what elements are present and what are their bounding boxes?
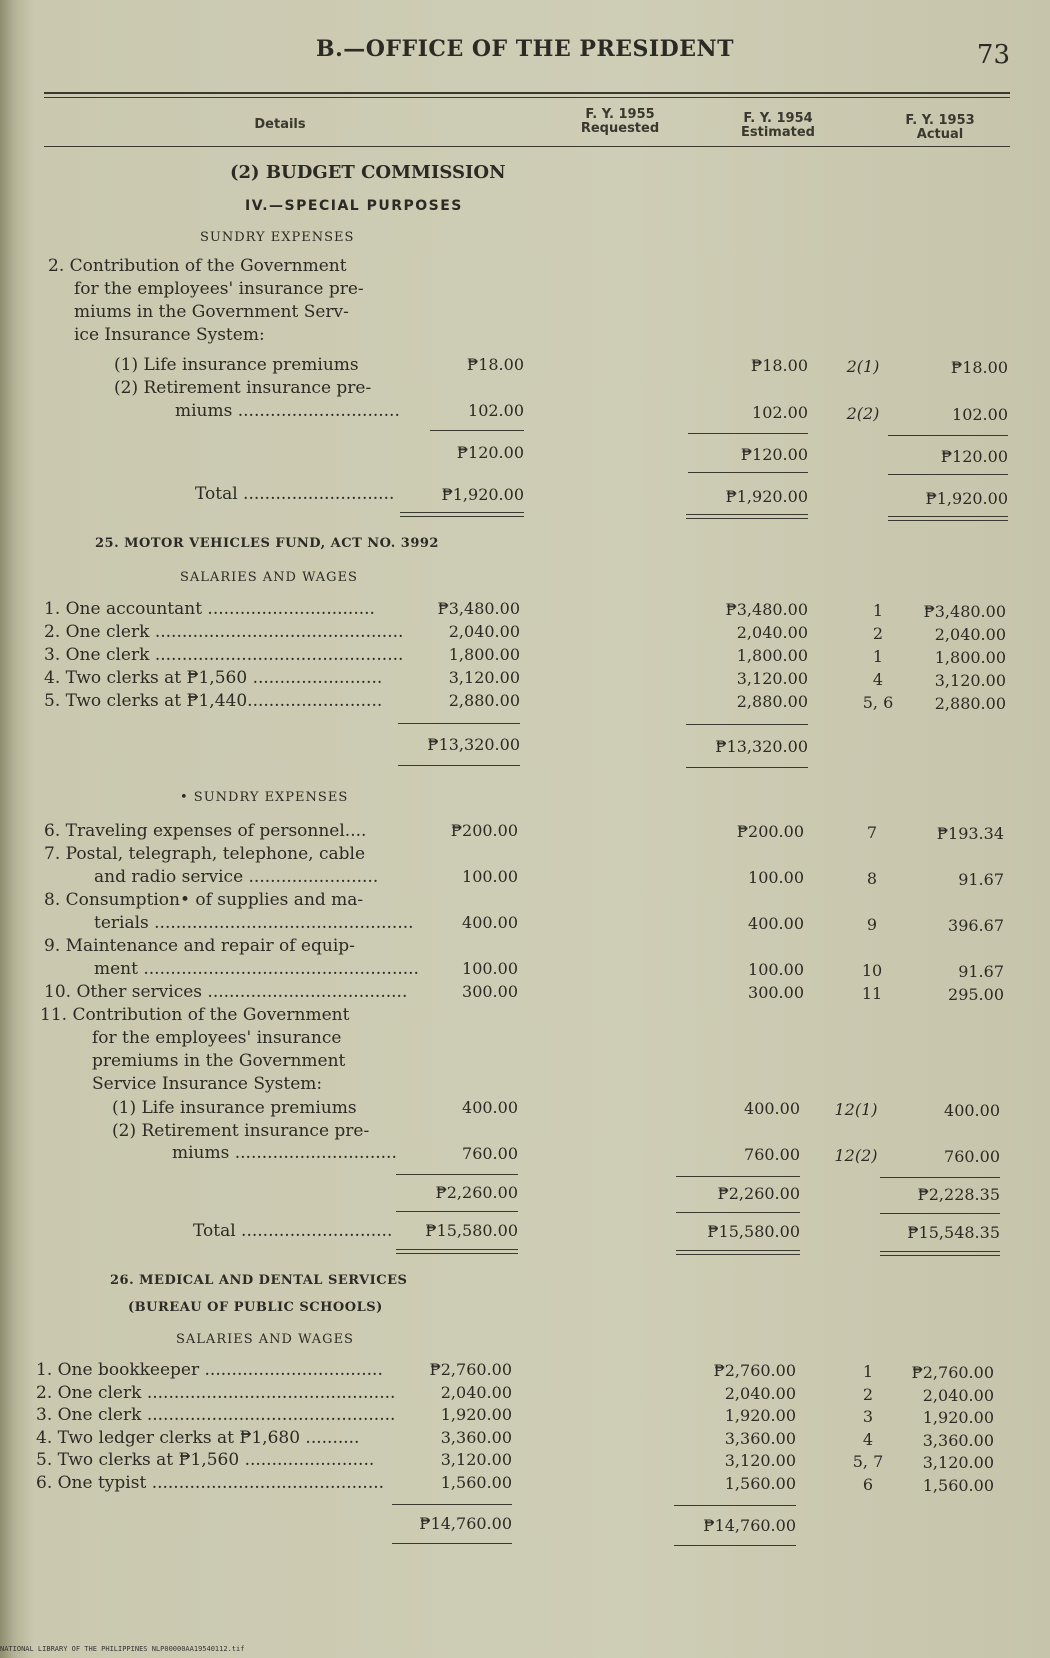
amount-estimated: 400.00 (744, 1099, 800, 1118)
total-double-rule (686, 514, 808, 519)
amount-estimated: ₱3,480.00 (725, 600, 808, 619)
line-item-text: Service Insurance System: (92, 1074, 323, 1094)
subtotal-rule (398, 765, 520, 766)
reference-number: 2 (872, 624, 884, 643)
amount-estimated: ₱18.00 (750, 356, 808, 375)
amount-actual: 760.00 (944, 1147, 1000, 1166)
reference-number: 3 (862, 1407, 874, 1426)
section-title: 26. MEDICAL AND DENTAL SERVICES (110, 1273, 408, 1288)
amount-estimated: 3,120.00 (724, 1451, 796, 1470)
line-item-label: 6. One typist ........................................... (36, 1472, 385, 1493)
amount-actual: ₱193.34 (936, 824, 1004, 843)
line-item-text: and radio service ........................ (94, 867, 379, 887)
reference-number: 10 (861, 961, 883, 980)
section-title: 25. MOTOR VEHICLES FUND, ACT NO. 3992 (95, 536, 439, 551)
total-estimated: ₱15,580.00 (707, 1222, 800, 1241)
amount-requested: ₱3,480.00 (437, 599, 520, 618)
reference-number: 9 (866, 915, 878, 934)
subtotal-rule (888, 435, 1008, 436)
line-item-label: 4. Two ledger clerks at ₱1,680 .......... (36, 1427, 360, 1448)
amount-actual: 91.67 (958, 962, 1004, 981)
amount-requested: ₱2,760.00 (429, 1360, 512, 1379)
amount-estimated: 3,120.00 (736, 669, 808, 688)
subheading: SUNDRY EXPENSES (200, 230, 355, 245)
line-item-text: terials ................................................ (94, 913, 414, 933)
amount-estimated: 760.00 (744, 1145, 800, 1164)
section-subtitle: (BUREAU OF PUBLIC SCHOOLS) (128, 1300, 383, 1315)
amount-actual: 2,040.00 (922, 1385, 994, 1405)
column-header-details: Details (254, 117, 306, 132)
amount-estimated: ₱200.00 (736, 822, 804, 841)
line-item-text: ment ................................................... (94, 959, 419, 979)
subtotal-rule (674, 1505, 796, 1506)
line-item-text: premiums in the Government (92, 1051, 346, 1071)
amount-estimated: 300.00 (748, 983, 804, 1002)
total-actual: ₱15,548.35 (907, 1223, 1000, 1242)
total-double-rule (676, 1250, 800, 1255)
amount-actual: 3,120.00 (922, 1453, 994, 1472)
reference-number: 1 (872, 647, 884, 666)
line-item-text: ice Insurance System: (74, 325, 265, 345)
subtotal-rule (880, 1177, 1000, 1178)
subtotal-rule (398, 723, 520, 724)
amount-actual: 91.67 (958, 870, 1004, 889)
amount-actual: 3,360.00 (922, 1430, 994, 1450)
reference-number: 1 (862, 1362, 874, 1381)
reference-number: 4 (872, 670, 884, 689)
line-item-label: 2. One clerk .............................................. (44, 622, 404, 642)
total-double-rule (888, 516, 1008, 521)
subtotal-requested: ₱13,320.00 (427, 735, 520, 754)
subtotal-estimated: ₱120.00 (740, 445, 808, 464)
subtotal-estimated: ₱2,260.00 (717, 1184, 800, 1203)
subtotal-actual: ₱2,228.35 (917, 1185, 1000, 1204)
amount-estimated: 2,880.00 (736, 692, 808, 711)
amount-actual: 3,120.00 (934, 671, 1006, 690)
amount-estimated: 1,920.00 (724, 1406, 796, 1425)
total-label: Total ............................ (193, 1221, 393, 1241)
amount-requested: 102.00 (468, 401, 524, 420)
line-item-text: 6. Traveling expenses of personnel.... (44, 821, 367, 841)
subtotal-rule (676, 1176, 800, 1177)
reference-number: 4 (862, 1429, 874, 1449)
total-requested: ₱15,580.00 (425, 1221, 518, 1240)
amount-requested: 2,880.00 (448, 691, 520, 710)
column-header-fy1954: F. Y. 1954 Estimated (741, 111, 815, 140)
amount-requested: ₱18.00 (466, 355, 524, 374)
line-item-text: (2) Retirement insurance pre- (112, 1121, 370, 1141)
amount-requested: 3,120.00 (440, 1450, 512, 1469)
subtotal-rule (888, 474, 1008, 475)
amount-actual: ₱3,480.00 (923, 602, 1006, 621)
line-item-label: 3. One clerk .............................................. (44, 645, 404, 665)
amount-estimated: 2,040.00 (736, 623, 808, 642)
line-item-text: 11. Contribution of the Government (40, 1005, 350, 1025)
line-item-label: 5. Two clerks at ₱1,560 ........................ (36, 1450, 375, 1470)
amount-actual: ₱2,760.00 (911, 1363, 994, 1382)
reference-number: 8 (866, 869, 878, 888)
amount-actual: ₱18.00 (950, 358, 1008, 377)
line-item-text: for the employees' insurance pre- (74, 279, 364, 299)
reference-number: 11 (861, 984, 883, 1003)
subtotal-rule (430, 430, 524, 431)
line-item-label: 2. One clerk .............................................. (36, 1382, 396, 1403)
subtotal-rule (396, 1174, 518, 1175)
line-item-text: (2) Retirement insurance pre- (114, 378, 372, 398)
line-item-label: 5. Two clerks at ₱1,440......................... (44, 691, 383, 711)
line-item-label: miums .............................. (172, 1143, 397, 1163)
line-item-text: 10. Other services ..................................... (44, 982, 408, 1002)
amount-requested: 3,360.00 (440, 1427, 512, 1447)
page-title: B.—OFFICE OF THE PRESIDENT (315, 36, 734, 62)
section-title: (2) BUDGET COMMISSION (230, 162, 506, 183)
subtotal-rule (686, 724, 808, 725)
amount-actual: 102.00 (952, 405, 1008, 424)
subheading: SALARIES AND WAGES (180, 570, 358, 585)
amount-requested: 100.00 (462, 867, 518, 886)
subtotal-rule (392, 1543, 512, 1544)
amount-requested: 1,920.00 (440, 1405, 512, 1424)
line-item-label: 4. Two clerks at ₱1,560 ........................ (44, 668, 383, 688)
subtotal-rule (396, 1211, 518, 1212)
amount-estimated: 1,560.00 (724, 1473, 796, 1493)
amount-requested: 1,560.00 (440, 1472, 512, 1492)
amount-estimated: ₱2,760.00 (713, 1361, 796, 1380)
reference-number: 5, 6 (862, 693, 894, 712)
amount-estimated: 1,800.00 (736, 646, 808, 665)
amount-estimated: 100.00 (748, 960, 804, 979)
amount-actual: 396.67 (948, 916, 1004, 935)
line-item-label: 1. One accountant ............................... (44, 599, 375, 619)
total-double-rule (400, 512, 524, 517)
amount-requested: 100.00 (462, 959, 518, 978)
amount-estimated: 3,360.00 (724, 1428, 796, 1448)
reference-number: 7 (866, 823, 878, 842)
total-actual: ₱1,920.00 (925, 489, 1008, 508)
total-double-rule (396, 1249, 518, 1254)
amount-actual: 400.00 (944, 1101, 1000, 1120)
line-item-label: (1) Life insurance premiums (114, 355, 359, 375)
total-requested: ₱1,920.00 (441, 485, 524, 504)
subtotal-estimated: ₱14,760.00 (703, 1516, 796, 1535)
subtotal-rule (392, 1504, 512, 1505)
subtotal-rule (676, 1212, 800, 1213)
column-header-fy1953: F. Y. 1953 Actual (905, 113, 975, 142)
amount-requested: 3,120.00 (448, 668, 520, 687)
line-item-label: 3. One clerk .............................................. (36, 1405, 396, 1425)
subtotal-requested: ₱14,760.00 (419, 1514, 512, 1533)
amount-requested: 400.00 (462, 913, 518, 932)
amount-requested: 300.00 (462, 982, 518, 1001)
line-item-text: 2. Contribution of the Government (48, 256, 347, 276)
header-rule-bottom (44, 146, 1010, 147)
reference-number: 2 (862, 1384, 874, 1404)
subsection-title: IV.—SPECIAL PURPOSES (245, 198, 463, 214)
amount-actual: 1,560.00 (922, 1475, 994, 1495)
amount-actual: 2,880.00 (934, 694, 1006, 713)
amount-estimated: 102.00 (752, 403, 808, 422)
footer-caption: NATIONAL LIBRARY OF THE PHILIPPINES NLP00000AA19540112.tif (0, 1645, 245, 1653)
reference-number: 12(2) (834, 1146, 878, 1165)
subtotal-rule (880, 1213, 1000, 1214)
amount-requested: ₱200.00 (450, 821, 518, 840)
line-item-text: 8. Consumption• of supplies and ma- (44, 890, 364, 910)
amount-actual: 1,800.00 (934, 648, 1006, 667)
amount-estimated: 100.00 (748, 868, 804, 887)
subtotal-requested: ₱2,260.00 (435, 1183, 518, 1202)
reference-number: 5, 7 (852, 1452, 884, 1471)
subtotal-rule (688, 472, 808, 473)
total-estimated: ₱1,920.00 (725, 487, 808, 506)
reference-number: 6 (862, 1474, 874, 1494)
total-double-rule (880, 1251, 1000, 1256)
subtotal-rule (686, 767, 808, 768)
subheading: • SUNDRY EXPENSES (180, 790, 349, 805)
line-item-text: for the employees' insurance (92, 1028, 342, 1048)
subtotal-rule (688, 433, 808, 434)
line-item-text: 9. Maintenance and repair of equip- (44, 936, 355, 956)
amount-requested: 2,040.00 (448, 622, 520, 641)
header-rule-top (44, 92, 1010, 94)
amount-requested: 760.00 (462, 1144, 518, 1163)
amount-estimated: 400.00 (748, 914, 804, 933)
subtotal-estimated: ₱13,320.00 (715, 737, 808, 756)
amount-estimated: 2,040.00 (724, 1383, 796, 1403)
reference-number: 12(1) (834, 1100, 878, 1119)
subtotal-rule (674, 1545, 796, 1546)
amount-requested: 2,040.00 (440, 1382, 512, 1402)
subtotal-actual: ₱120.00 (940, 447, 1008, 466)
line-item-text: 7. Postal, telegraph, telephone, cable (44, 844, 366, 864)
reference-number: 1 (872, 601, 884, 620)
amount-requested: 400.00 (462, 1098, 518, 1117)
line-item-label: 1. One bookkeeper ................................. (36, 1360, 383, 1380)
page-number: 73 (976, 40, 1010, 70)
amount-actual: 295.00 (948, 985, 1004, 1004)
reference-number: 2(2) (846, 404, 880, 423)
amount-requested: 1,800.00 (448, 645, 520, 664)
total-label: Total ............................ (195, 484, 395, 504)
amount-actual: 1,920.00 (922, 1408, 994, 1427)
amount-actual: 2,040.00 (934, 625, 1006, 644)
line-item-label: (1) Life insurance premiums (112, 1098, 357, 1118)
line-item-label: miums .............................. (175, 401, 400, 421)
reference-number: 2(1) (846, 357, 880, 376)
subheading: SALARIES AND WAGES (176, 1332, 354, 1347)
line-item-text: miums in the Government Serv- (74, 302, 349, 322)
header-rule-top-2 (44, 97, 1010, 98)
subtotal-requested: ₱120.00 (456, 443, 524, 462)
column-header-fy1955: F. Y. 1955 Requested (580, 107, 660, 136)
